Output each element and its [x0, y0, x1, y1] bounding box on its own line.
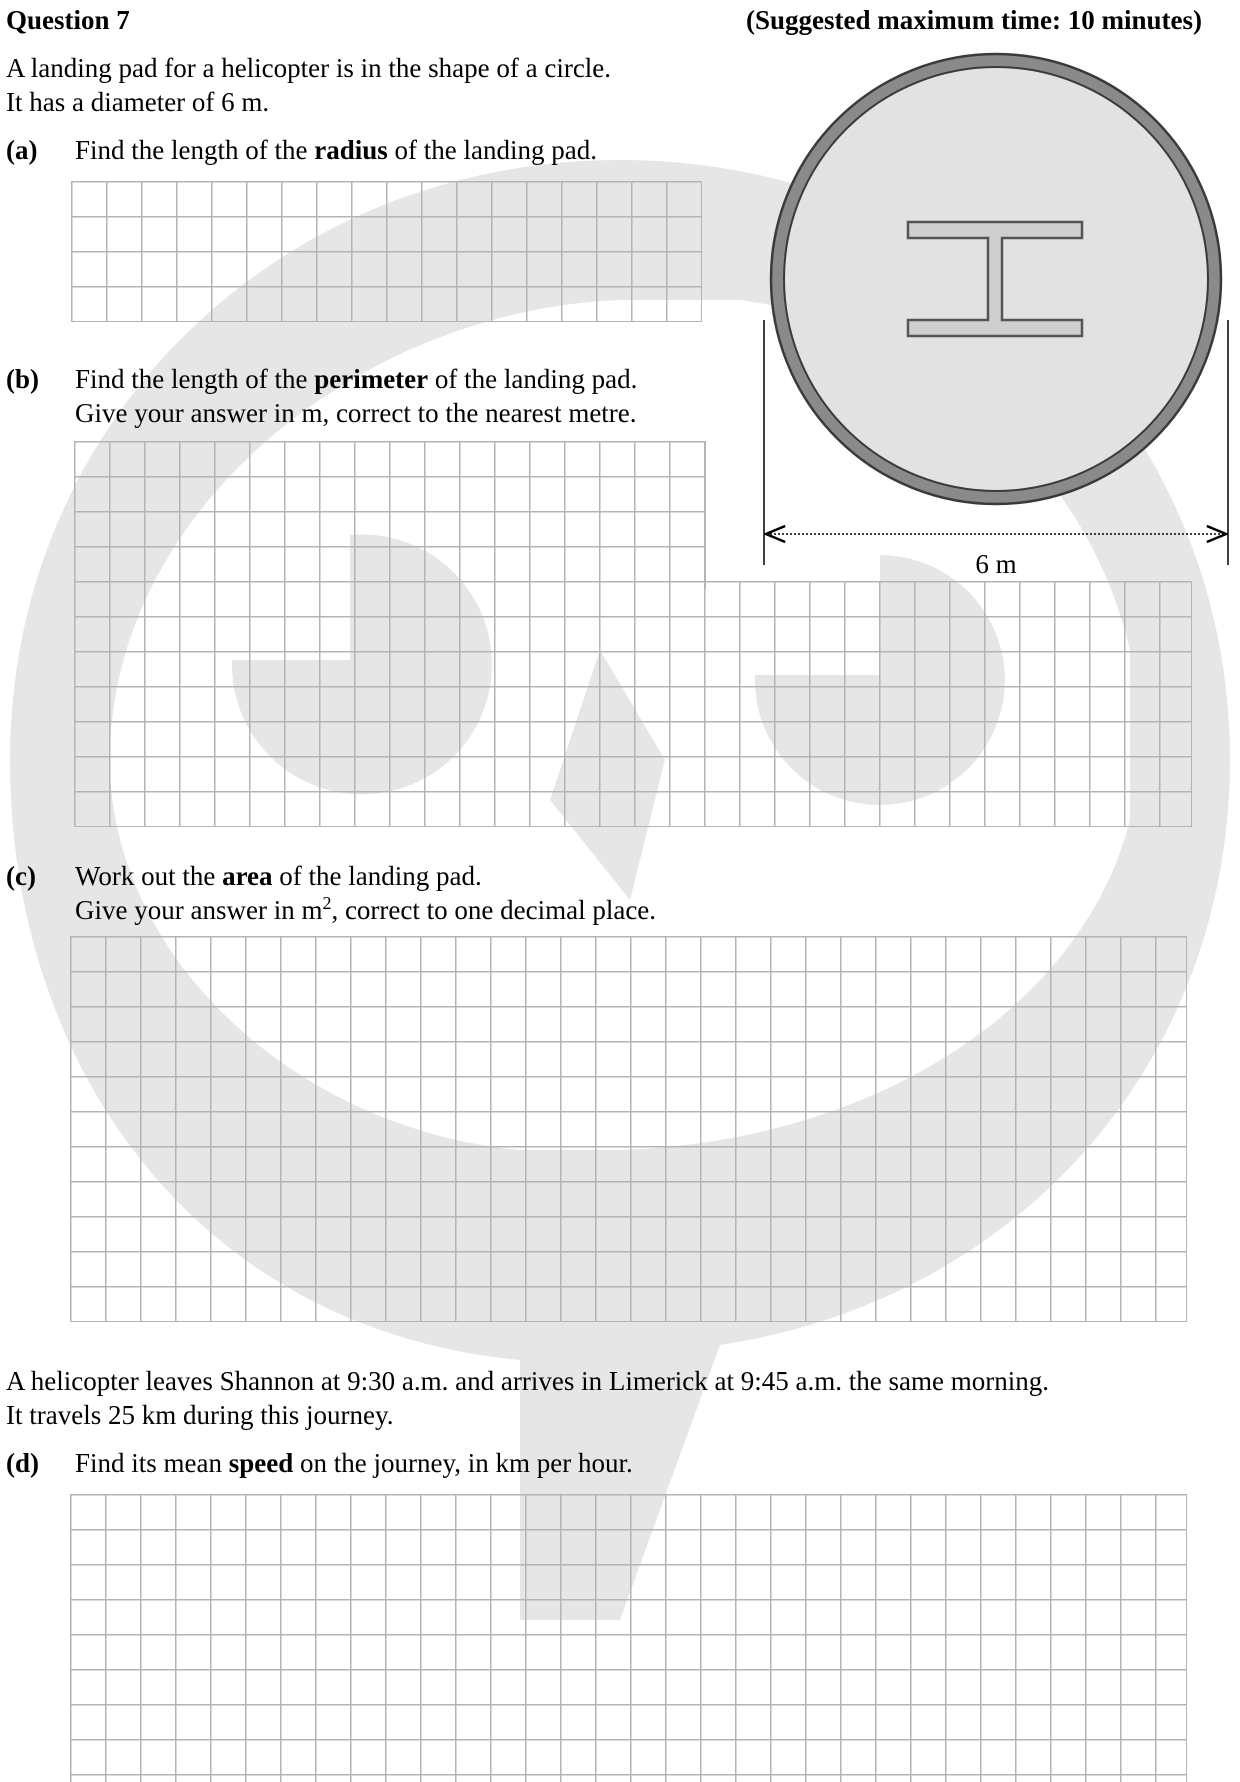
part-d-question — [75, 1446, 633, 1480]
part-b-label: (b) — [6, 364, 39, 394]
answer-grid-b-upper[interactable] — [74, 441, 706, 589]
part-d-text-pre: Find its mean — [75, 1448, 229, 1478]
part-d-text-post: on the journey, in km per hour. — [293, 1448, 633, 1478]
question-number: Question 7 — [6, 5, 130, 35]
part-b-instruction: Give your answer in m, correct to the nearest metre. — [75, 398, 637, 428]
part-c-label: (c) — [6, 861, 36, 891]
part-c-line2-pre: Give your answer in m — [75, 895, 323, 925]
part-d-label: (d) — [6, 1448, 39, 1478]
part-b-text-post: of the landing pad. — [428, 364, 638, 394]
part-b-text-bold: perimeter — [314, 364, 429, 394]
part-a-label: (a) — [6, 135, 38, 165]
part-c-question — [75, 859, 482, 893]
part-a-text-bold: radius — [314, 135, 388, 165]
answer-grid-c[interactable] — [70, 936, 1187, 1322]
answer-grid-a[interactable] — [71, 181, 702, 322]
suggested-time: (Suggested maximum time: 10 minutes) — [746, 5, 1202, 35]
journey-line-2: It travels 25 km during this journey. — [6, 1400, 394, 1430]
helipad-diagram — [760, 12, 1235, 587]
part-c-superscript: 2 — [322, 893, 332, 913]
part-c-text-post: of the landing pad. — [272, 861, 482, 891]
answer-grid-d[interactable] — [70, 1494, 1187, 1782]
diameter-label: 6 m — [975, 549, 1017, 579]
part-b-text-pre: Find the length of the — [75, 364, 315, 394]
part-d-text-bold: speed — [228, 1448, 294, 1478]
part-c-text-bold: area — [222, 861, 273, 891]
part-c-text-pre: Work out the — [75, 861, 223, 891]
part-c-instruction — [75, 893, 656, 927]
intro-line-1: A landing pad for a helicopter is in the shape of a circle. — [6, 53, 612, 83]
part-a-question — [75, 133, 597, 167]
answer-grid-b-lower[interactable] — [74, 581, 1192, 827]
part-a-text-pre: Find the length of the — [75, 135, 315, 165]
part-a-text-post: of the landing pad. — [387, 135, 597, 165]
journey-line-1: A helicopter leaves Shannon at 9:30 a.m. and arrives in Limerick at 9:45 a.m. the same morning. — [6, 1366, 1049, 1396]
intro-line-2: It has a diameter of 6 m. — [6, 87, 270, 117]
part-c-line2-post: , correct to one decimal place. — [331, 895, 657, 925]
part-b-question — [75, 362, 637, 396]
